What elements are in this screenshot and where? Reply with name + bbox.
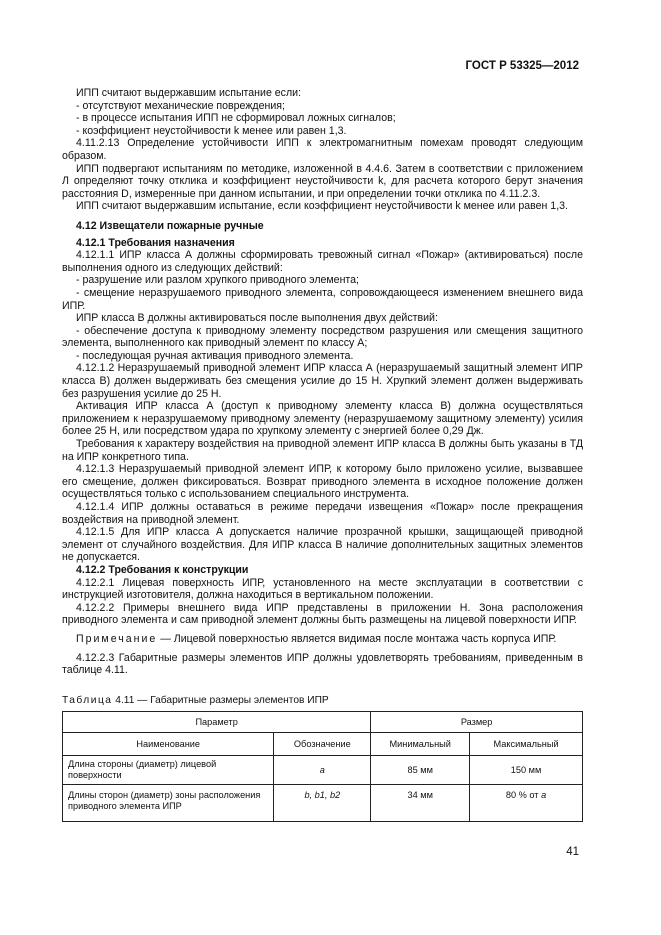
table-group-header — [63, 712, 583, 733]
cell-name: Длина стороны (диаметр) лицевой поверхности — [63, 756, 274, 785]
cell-symbol — [274, 756, 371, 785]
note — [62, 633, 583, 646]
note-text: — Лицевой поверхностью является видимая после монтажа часть корпуса ИПР. — [157, 632, 557, 645]
max-symbol: a — [541, 790, 547, 801]
paragraph: ИПП считают выдержавшим испытание если: — [76, 87, 302, 99]
paragraph: 4.11.2.13 Определение устойчивости ИПП к электромагнитным помехам проводят следующим образом. — [62, 137, 583, 162]
subsection-heading: 4.12.2 Требования к конструкции — [76, 563, 249, 576]
document-body — [62, 87, 583, 822]
paragraph: 4.12.2.3 Габаритные размеры элементов ИПР должны удовлетворять требованиям, приведенным в таблице 4.11. — [62, 651, 583, 677]
list-item: - смещение неразрушаемого приводного элемента, сопровождающееся изменением внешнего вида ИПР. — [62, 286, 583, 312]
dimensions-table — [62, 711, 583, 822]
table-caption-label: Таблица — [62, 694, 113, 706]
list-item: - последующая ручная активация приводного элемента. — [76, 349, 354, 362]
header-max: Максимальный — [470, 733, 583, 756]
paragraph: 4.12.1.3 Неразрушаемый приводной элемент ИПР, к которому было приложено усилие, вызвавшее его смещение, должен фиксироваться. Возврат приводного элемента в исходное положение должен осуществляться только с использованием специального инструмента. — [62, 463, 583, 501]
list-item: - обеспечение доступа к приводному элементу посредством разрушения или смещения защитного элемента, выполненного как приводный элемент по классу А; — [62, 324, 583, 350]
paragraph: 4.12.2.2 Примеры внешнего вида ИПР представлены в приложении Н. Зона расположения приводного элемента и сам приводной элемент должны быть размещены на лицевой поверхности ИПР. — [62, 601, 583, 627]
document-standard-header: ГОСТ Р 53325—2012 — [465, 60, 579, 72]
paragraph: ИПП считают выдержавшим испытание, если коэффициент неустойчивости k менее или равен 1,3. — [76, 200, 568, 213]
list-item: - разрушение или разлом хрупкого приводного элемента; — [76, 274, 359, 287]
cell-min: 34 мм — [371, 785, 470, 822]
table-row — [63, 756, 583, 785]
table-caption-text: 4.11 — Габаритные размеры элементов ИПР — [112, 694, 329, 706]
list-item: - в процессе испытания ИПП не сформировал ложных сигналов; — [76, 112, 396, 125]
paragraph: 4.12.1.5 Для ИПР класса А допускается наличие прозрачной крышки, защищающей приводной элемент от случайного воздействия. Для ИПР класса В наличие дополнительных защитных элементов не допускается. — [62, 526, 583, 564]
paragraph: Активация ИПР класса А (доступ к приводному элементу класса В) должна осуществляться приложением к неразрушаемому приводному элементу (неразрушаемому защитному элементу) усилия более 25 Н, или посредством удара по хрупкому элементу с энергией более 0,29 Дж. — [62, 400, 583, 438]
note-label: Примечание — [76, 632, 158, 645]
table-row — [63, 785, 583, 822]
table-column-header — [63, 733, 583, 756]
paragraph: 4.12.2.1 Лицевая поверхность ИПР, установленного на месте эксплуатации в соответствии с инструкцией изготовителя, должна находиться в вертикальном положении. — [62, 576, 583, 602]
cell-symbol — [274, 785, 371, 822]
paragraph: ИПП подвергают испытаниям по методике, изложенной в 4.4.6. Затем в соответствии с приложением Л определяют точку отклика и коэффициент неустойчивости k, для расчета которого берут значения расстояния D, измеренные при данном испытании, и при определении точки отклика по 4.11.2.3. — [62, 162, 583, 200]
max-value: 80 % от — [505, 790, 542, 801]
paragraph: 4.12.1.1 ИПР класса А должны сформировать тревожный сигнал «Пожар» (активироваться) после выполнения одного из следующих действий: — [62, 249, 583, 274]
section-heading: 4.12 Извещатели пожарные ручные — [76, 219, 264, 232]
symbol-text: a — [319, 764, 325, 775]
list-item: - коэффициент неустойчивости k менее или равен 1,3. — [76, 124, 347, 137]
list-item: - отсутствуют механические повреждения; — [76, 99, 285, 112]
cell-max: 150 мм — [470, 756, 583, 785]
header-min: Минимальный — [371, 733, 470, 756]
page-number: 41 — [566, 846, 579, 858]
paragraph: ИПР класса В должны активироваться после выполнения двух действий: — [76, 312, 438, 325]
subsection-heading: 4.12.1 Требования назначения — [76, 236, 235, 249]
cell-name: Длины сторон (диаметр) зоны расположения приводного элемента ИПР — [63, 785, 274, 822]
symbol-text: b, b1, b2 — [304, 790, 341, 801]
cell-min: 85 мм — [371, 756, 470, 785]
paragraph: 4.12.1.4 ИПР должны оставаться в режиме передачи извещения «Пожар» после прекращения воздействия на приводной элемент. — [62, 501, 583, 526]
header-name: Наименование — [63, 733, 274, 756]
paragraph: Требования к характеру воздействия на приводной элемент ИПР класса В должны быть указаны в ТД на ИПР конкретного типа. — [62, 438, 583, 463]
paragraph: 4.12.1.2 Неразрушаемый приводной элемент ИПР класса А (неразрушаемый защитный элемент ИПР класса В) должен выдерживать без смещения усилие до 15 Н. Хрупкий элемент должен выдерживать без разрушения усилие до 25 Н. — [62, 362, 583, 400]
header-size: Размер — [371, 712, 583, 733]
table-caption — [62, 695, 583, 708]
header-symbol: Обозначение — [274, 733, 371, 756]
cell-max — [470, 785, 583, 822]
header-parameter: Параметр — [63, 712, 371, 733]
